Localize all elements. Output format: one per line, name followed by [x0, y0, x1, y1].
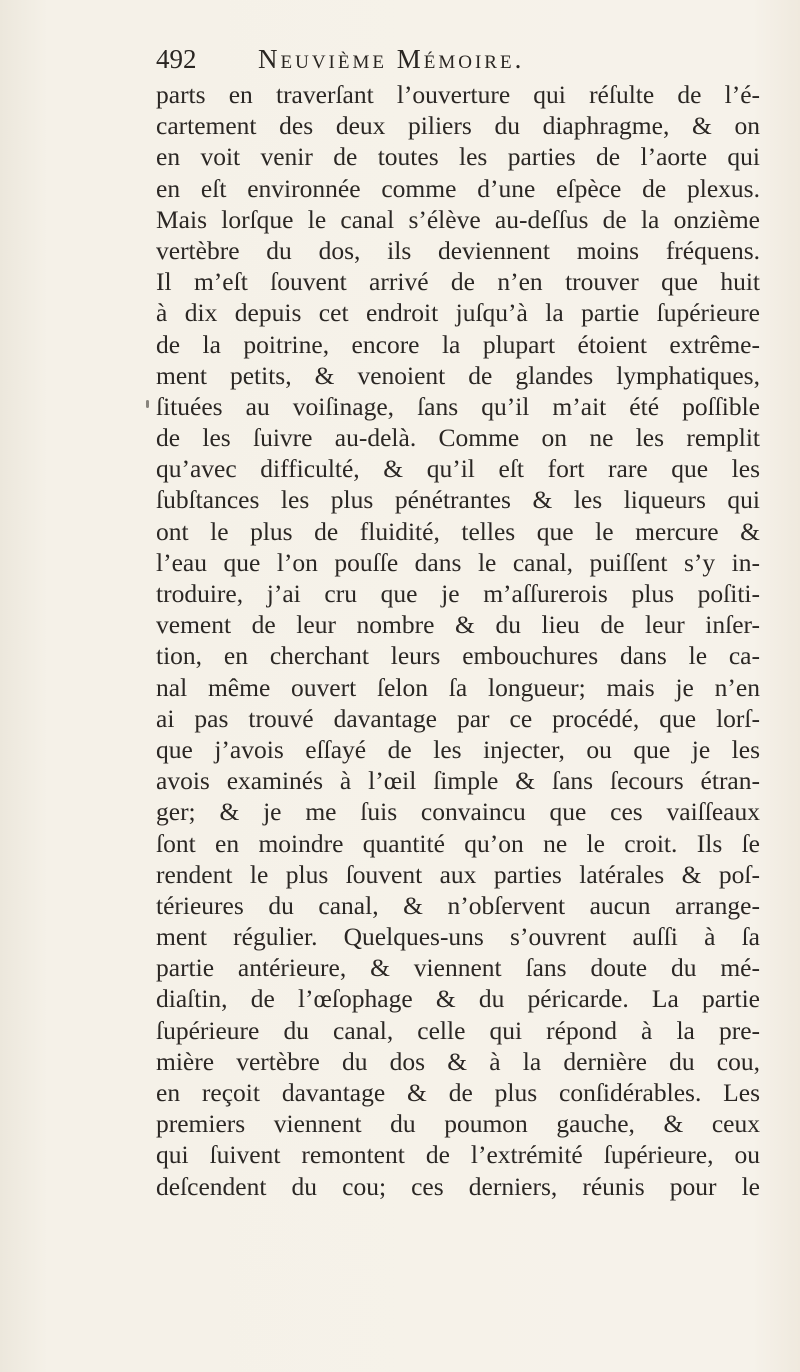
- text-line: mière vertèbre du dos & à la dernière du cou,: [156, 1046, 760, 1076]
- text-line: ſupérieure du canal, celle qui répond à la pre-: [156, 1015, 760, 1045]
- text-line: ſubſtances les plus pénétrantes & les liqueurs qui: [156, 485, 760, 515]
- text-line: ſituées au voiſinage, ſans qu’il m’ait été poſſible: [156, 391, 760, 421]
- text-line: de la poitrine, encore la plupart étoient extrême-: [156, 329, 760, 359]
- body-text: [156, 79, 760, 1202]
- text-line: que j’avois eſſayé de les injecter, ou que je les: [156, 734, 760, 764]
- text-line: nal même ouvert ſelon ſa longueur; mais je n’en: [156, 672, 760, 702]
- text-line: ment petits, & venoient de glandes lymphatiques,: [156, 360, 760, 390]
- text-line: ger; & je me ſuis convaincu que ces vaiſſeaux: [156, 797, 760, 827]
- text-line: qu’avec difficulté, & qu’il eſt fort rare que les: [156, 454, 760, 484]
- text-line: ment régulier. Quelques-uns s’ouvrent auſſi à ſa: [156, 922, 760, 952]
- text-line: l’eau que l’on pouſſe dans le canal, puiſſent s’y in-: [156, 547, 760, 577]
- text-line: en eſt environnée comme d’une eſpèce de plexus.: [156, 173, 760, 203]
- text-line: en reçoit davantage & de plus conſidérables. Les: [156, 1078, 760, 1107]
- print-speck: [146, 400, 149, 408]
- page-header: [156, 44, 756, 84]
- text-line: à dix depuis cet endroit juſqu’à la partie ſupérieure: [156, 298, 760, 328]
- text-line: avois examinés à l’œil ſimple & ſans ſecours étran-: [156, 766, 760, 796]
- text-line: troduire, j’ai cru que je m’aſſurerois plus poſiti-: [156, 579, 760, 608]
- text-line: rendent le plus ſouvent aux parties latérales & poſ-: [156, 859, 760, 889]
- text-line: partie antérieure, & viennent ſans doute du mé-: [156, 953, 760, 983]
- text-line: ai pas trouvé davantage par ce procédé, que lorſ-: [156, 703, 760, 733]
- text-line: tion, en cherchant leurs embouchures dans le ca-: [156, 641, 760, 671]
- text-line: en voit venir de toutes les parties de l’aorte qui: [156, 142, 760, 172]
- running-title: Neuvième Mémoire.: [258, 44, 525, 74]
- text-line: vement de leur nombre & du lieu de leur inſer-: [156, 610, 760, 640]
- text-line: diaſtin, de l’œſophage & du péricarde. La partie: [156, 984, 760, 1014]
- text-line: qui ſuivent remontent de l’extrémité ſupérieure, ou: [156, 1140, 760, 1170]
- text-line: cartement des deux piliers du diaphragme, & on: [156, 111, 760, 141]
- text-line: premiers viennent du poumon gauche, & ceux: [156, 1109, 760, 1139]
- text-line: vertèbre du dos, ils deviennent moins fréquens.: [156, 235, 760, 265]
- text-line: parts en traverſant l’ouverture qui réſulte de l’é-: [156, 80, 760, 109]
- page-number: 492: [156, 44, 197, 74]
- text-line: ſont en moindre quantité qu’on ne le croit. Ils ſe: [156, 828, 760, 858]
- text-line: Mais lorſque le canal s’élève au-deſſus de la onzième: [156, 204, 760, 234]
- text-line: Il m’eſt ſouvent arrivé de n’en trouver que huit: [156, 267, 760, 297]
- text-line: ont le plus de fluidité, telles que le mercure &: [156, 516, 760, 546]
- text-line: térieures du canal, & n’obſervent aucun arrange-: [156, 890, 760, 920]
- text-line: deſcendent du cou; ces derniers, réunis pour le: [156, 1171, 760, 1201]
- text-line: de les ſuivre au-delà. Comme on ne les remplit: [156, 423, 760, 453]
